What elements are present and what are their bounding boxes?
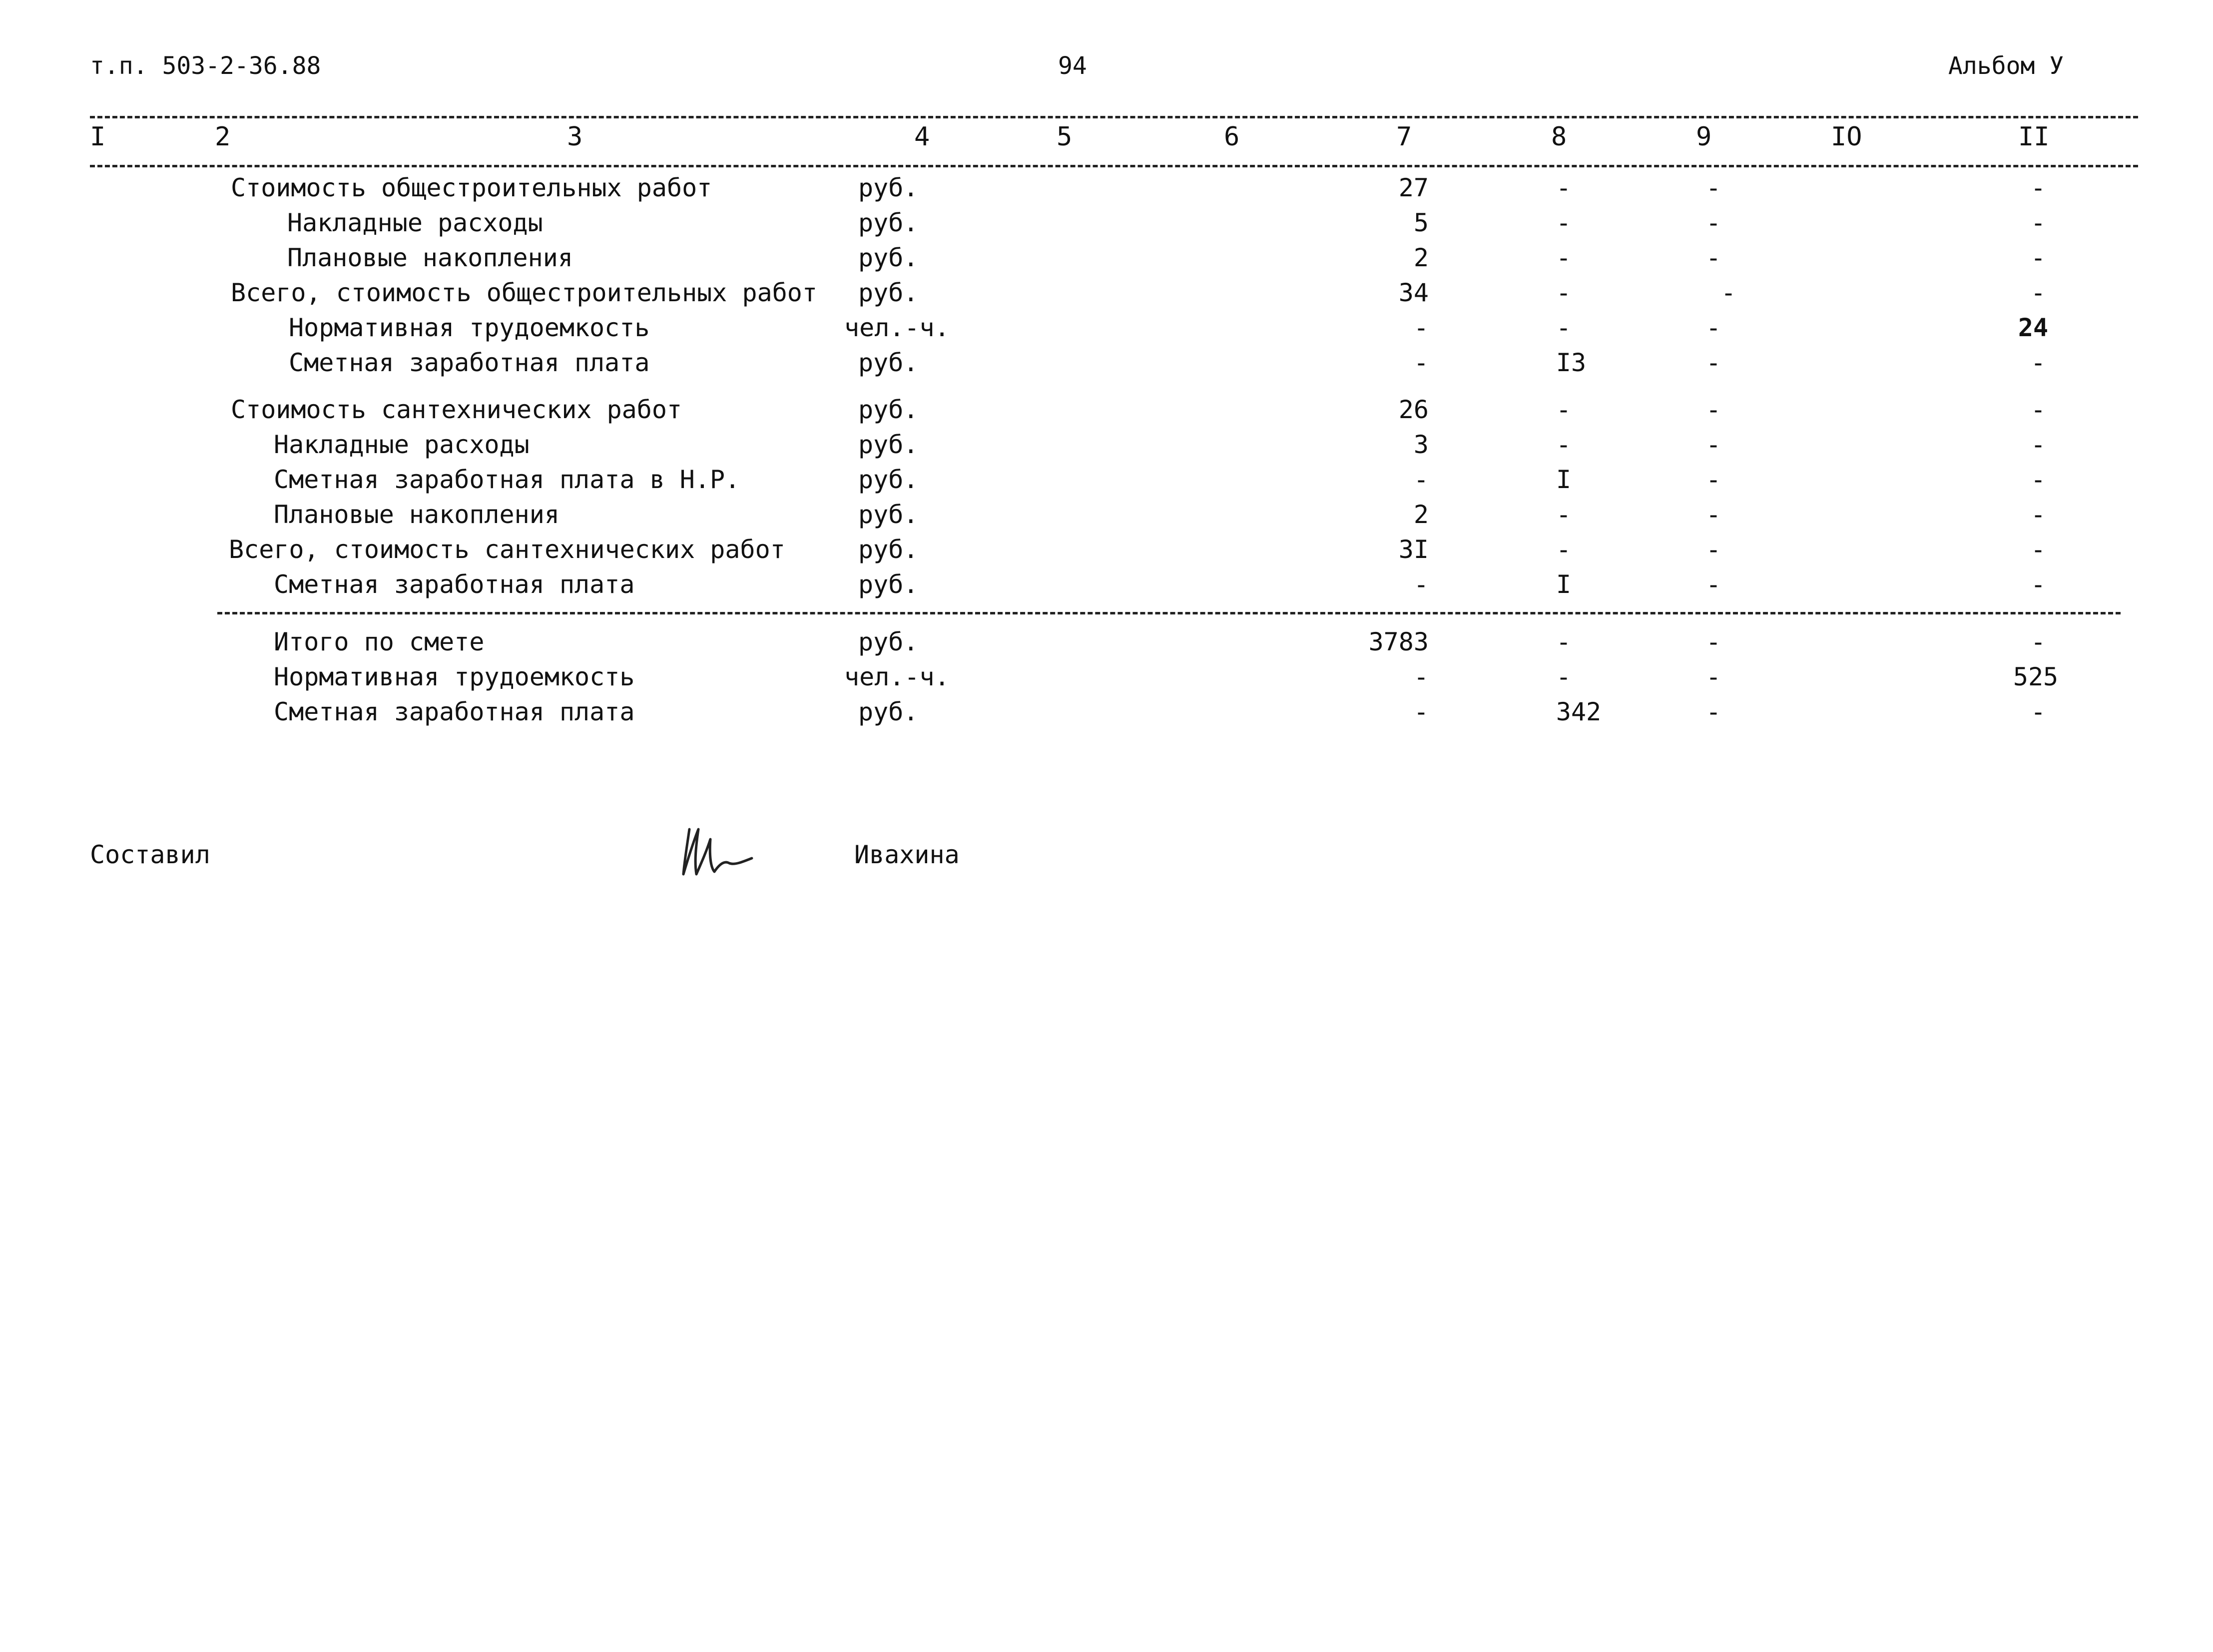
col7-value: - xyxy=(1413,465,1429,494)
col7-value: 2 xyxy=(1413,243,1429,272)
totals-separator xyxy=(217,612,2121,614)
col11-value: - xyxy=(2030,465,2046,494)
col8-value: I xyxy=(1556,465,1572,494)
col7-value: 27 xyxy=(1398,173,1429,202)
row-label: Нормативная трудоемкость xyxy=(274,662,635,691)
col11-value: - xyxy=(2030,243,2046,272)
col7-value: 3783 xyxy=(1368,627,1429,656)
row-label: Всего, стоимость общестроительных работ xyxy=(231,278,817,307)
col11-value: 525 xyxy=(2013,662,2059,691)
col9-value: - xyxy=(1705,570,1721,599)
col7-value: 3I xyxy=(1398,535,1429,564)
table-top-rule xyxy=(90,116,2138,118)
row-unit: руб. xyxy=(858,430,919,459)
col8-value: - xyxy=(1556,535,1572,564)
col8-value: - xyxy=(1556,500,1572,529)
row-unit: руб. xyxy=(858,500,919,529)
row-unit: руб. xyxy=(858,243,919,272)
col9-value: - xyxy=(1705,500,1721,529)
compiler-name: Ивахина xyxy=(854,840,960,869)
col11-value: - xyxy=(2030,395,2046,424)
col11-value: - xyxy=(2030,500,2046,529)
row-unit: руб. xyxy=(858,395,919,424)
album-label: Альбом У xyxy=(1948,52,2064,80)
col9-value: - xyxy=(1705,348,1721,377)
col9-value: - xyxy=(1705,313,1721,342)
col11-value: - xyxy=(2030,570,2046,599)
col11-value: - xyxy=(2030,208,2046,237)
row-unit: руб. xyxy=(858,465,919,494)
compiled-by-label: Составил xyxy=(90,840,210,869)
col9-value: - xyxy=(1705,430,1721,459)
col11-value: - xyxy=(2030,627,2046,656)
row-unit: чел.-ч. xyxy=(844,313,950,342)
col9-value: - xyxy=(1705,173,1721,202)
col-num-7: 7 xyxy=(1396,122,1412,152)
col9-value: - xyxy=(1705,697,1721,726)
col8-value: - xyxy=(1556,278,1572,307)
col-num-11: II xyxy=(2018,122,2050,152)
col9-value: - xyxy=(1705,243,1721,272)
col11-value: - xyxy=(2030,535,2046,564)
col8-value: - xyxy=(1556,662,1572,691)
col11-value: - xyxy=(2030,278,2046,307)
col8-value: 342 xyxy=(1556,697,1602,726)
row-label: Сметная заработная плата xyxy=(274,697,635,726)
col-num-3: 3 xyxy=(567,122,583,152)
row-label: Стоимость общестроительных работ xyxy=(231,173,712,202)
col9-value: - xyxy=(1705,535,1721,564)
col-num-5: 5 xyxy=(1057,122,1073,152)
row-label: Плановые накопления xyxy=(287,243,573,272)
row-unit: руб. xyxy=(858,348,919,377)
col9-value: - xyxy=(1705,465,1721,494)
col8-value: - xyxy=(1556,208,1572,237)
row-label: Нормативная трудоемкость xyxy=(289,313,650,342)
col8-value: - xyxy=(1556,627,1572,656)
col7-value: - xyxy=(1413,570,1429,599)
row-unit: руб. xyxy=(858,627,919,656)
row-unit: руб. xyxy=(858,697,919,726)
col8-value: I3 xyxy=(1556,348,1587,377)
row-unit: руб. xyxy=(858,208,919,237)
col7-value: 3 xyxy=(1413,430,1429,459)
col7-value: 5 xyxy=(1413,208,1429,237)
col7-value: - xyxy=(1413,348,1429,377)
document-code: т.п. 503-2-36.88 xyxy=(90,52,321,80)
col8-value: - xyxy=(1556,243,1572,272)
col-num-10: IO xyxy=(1831,122,1862,152)
row-label: Плановые накопления xyxy=(274,500,559,529)
page-number: 94 xyxy=(1058,52,1087,80)
row-label: Итого по смете xyxy=(274,627,485,656)
row-unit: руб. xyxy=(858,173,919,202)
row-label: Накладные расходы xyxy=(274,430,530,459)
row-unit: чел.-ч. xyxy=(844,662,950,691)
row-label: Накладные расходы xyxy=(287,208,543,237)
col-num-4: 4 xyxy=(914,122,930,152)
col11-value: - xyxy=(2030,173,2046,202)
row-unit: руб. xyxy=(858,278,919,307)
col7-value: - xyxy=(1413,697,1429,726)
row-label: Сметная заработная плата в Н.Р. xyxy=(274,465,740,494)
header-bottom-rule xyxy=(90,165,2138,167)
col11-value: - xyxy=(2030,348,2046,377)
col-num-1: I xyxy=(90,122,106,152)
row-unit: руб. xyxy=(858,570,919,599)
row-label: Стоимость сантехнических работ xyxy=(231,395,682,424)
col-num-6: 6 xyxy=(1224,122,1240,152)
row-unit: руб. xyxy=(858,535,919,564)
col11-value: - xyxy=(2030,697,2046,726)
col-num-2: 2 xyxy=(215,122,231,152)
row-label: Сметная заработная плата xyxy=(274,570,635,599)
col7-value: - xyxy=(1413,313,1429,342)
col8-value: - xyxy=(1556,430,1572,459)
col9-value: - xyxy=(1720,278,1736,307)
col9-value: - xyxy=(1705,627,1721,656)
row-label: Всего, стоимость сантехнических работ xyxy=(229,535,785,564)
col-num-8: 8 xyxy=(1551,122,1567,152)
col7-value: 34 xyxy=(1398,278,1429,307)
col7-value: - xyxy=(1413,662,1429,691)
signature-mark xyxy=(679,819,754,886)
col8-value: - xyxy=(1556,313,1572,342)
col8-value: I xyxy=(1556,570,1572,599)
col7-value: 2 xyxy=(1413,500,1429,529)
col9-value: - xyxy=(1705,208,1721,237)
col-num-9: 9 xyxy=(1696,122,1712,152)
col11-value: 24 xyxy=(2018,313,2049,342)
col9-value: - xyxy=(1705,395,1721,424)
col11-value: - xyxy=(2030,430,2046,459)
row-label: Сметная заработная плата xyxy=(289,348,650,377)
col9-value: - xyxy=(1705,662,1721,691)
col8-value: - xyxy=(1556,173,1572,202)
col7-value: 26 xyxy=(1398,395,1429,424)
col8-value: - xyxy=(1556,395,1572,424)
